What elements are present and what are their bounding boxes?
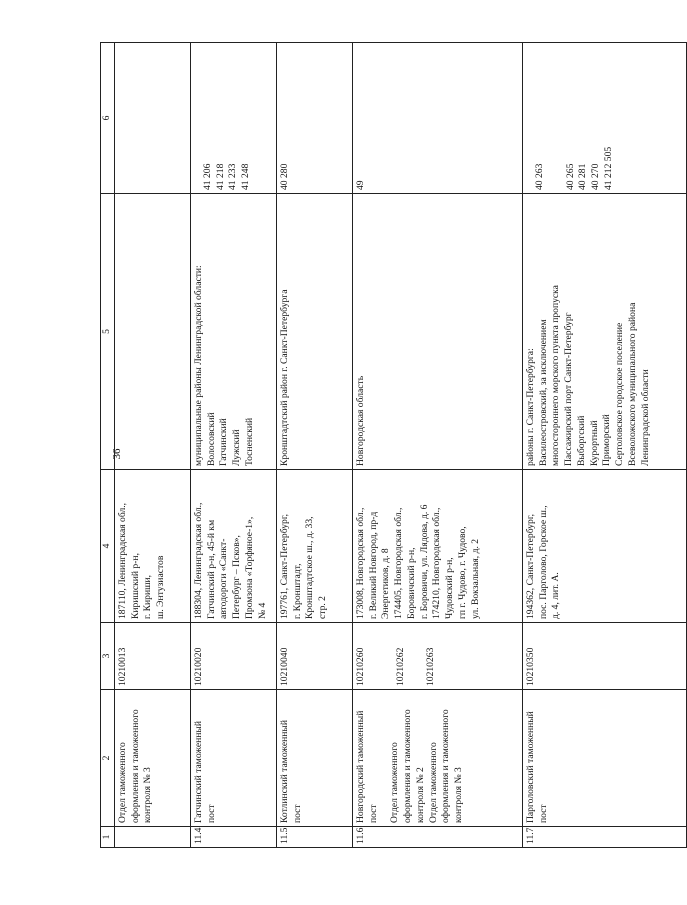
okato-code-line: 49 bbox=[354, 180, 366, 190]
service-region-line: Приморский bbox=[601, 414, 613, 466]
service-region-line: Выборгский bbox=[575, 415, 587, 466]
post-code bbox=[352, 623, 522, 690]
post-name bbox=[352, 690, 522, 827]
okato-code bbox=[522, 43, 686, 194]
post-address bbox=[522, 470, 686, 623]
service-region-line: районы г. Санкт-Петербурга: bbox=[524, 348, 536, 466]
post-code-value: 10210013 bbox=[116, 647, 128, 686]
post-name-line: оформления и таможенного bbox=[402, 709, 413, 823]
post-address-line: ул. Вокзальная, д. 2 bbox=[469, 538, 481, 619]
page-number: 36 bbox=[111, 448, 123, 460]
post-address-line: д. 4, лит. А. bbox=[550, 572, 562, 619]
post-code-value: 10210262 bbox=[394, 647, 406, 686]
post-name bbox=[114, 690, 190, 827]
okato-code bbox=[190, 43, 276, 194]
column-header-1: 1 bbox=[101, 827, 115, 848]
customs-posts-table bbox=[100, 42, 687, 848]
okato-code bbox=[276, 43, 352, 194]
post-address-line: г. Боровичи, ул. Лядова, д. 6 bbox=[418, 504, 430, 619]
service-region-line: Курортный bbox=[588, 420, 600, 466]
table-row bbox=[276, 43, 352, 848]
post-address-line: 173008, Новгородская обл., bbox=[354, 507, 366, 619]
blank-line bbox=[377, 626, 386, 686]
column-header-3: 3 bbox=[101, 623, 115, 690]
post-code-value: 10210260 bbox=[354, 647, 366, 686]
post-code bbox=[114, 623, 190, 690]
post-address-line: ш. Энтузиастов bbox=[155, 555, 166, 619]
post-name-line: пост bbox=[205, 804, 217, 823]
post-address bbox=[190, 470, 276, 623]
post-address-line: Кронштадтское ш., д. 33, bbox=[304, 516, 316, 619]
okato-code-line: 41 248 bbox=[240, 163, 251, 190]
rotated-table-wrapper bbox=[100, 43, 651, 848]
row-number: 11.7 bbox=[522, 827, 686, 848]
post-name-line: оформления и таможенного bbox=[440, 709, 452, 823]
post-name-line: контроля № 3 bbox=[453, 767, 464, 823]
blank-line bbox=[547, 46, 556, 190]
post-name bbox=[190, 690, 276, 827]
service-region bbox=[114, 194, 190, 470]
post-address-line: 188304, Ленинградская обл., bbox=[192, 502, 204, 619]
post-address-line: № 4 bbox=[256, 602, 268, 619]
okato-code-line: 41 218 bbox=[214, 163, 226, 190]
post-code bbox=[190, 623, 276, 690]
post-address-line: 174405, Новгородская обл., bbox=[393, 507, 404, 619]
blank-line bbox=[525, 46, 534, 190]
post-name-line: контроля № 3 bbox=[142, 767, 154, 823]
service-region-line: Новгородская область bbox=[354, 375, 366, 466]
post-address-line: 197761, Санкт-Петербург, bbox=[278, 513, 290, 619]
post-address-line: гп г. Чудово, г. Чудово, bbox=[456, 526, 468, 619]
post-name-line: пост bbox=[367, 804, 379, 823]
okato-code-line: 40 265 bbox=[564, 163, 576, 190]
post-address-line: Боровичский р-н, bbox=[405, 547, 417, 619]
post-address-line: автодороги «Санкт- bbox=[218, 538, 230, 619]
blank-line bbox=[407, 626, 416, 686]
okato-code bbox=[114, 43, 190, 194]
post-address bbox=[114, 470, 190, 623]
post-address-line: Чудовский р-н, bbox=[444, 557, 455, 619]
row-number: 11.4 bbox=[190, 827, 276, 848]
okato-code-line: 40 263 bbox=[533, 163, 545, 190]
okato-code bbox=[352, 43, 522, 194]
post-name-line: Котлинский таможенный bbox=[278, 720, 290, 823]
column-header-6: 6 bbox=[101, 43, 115, 194]
service-region-line: Пассажирский порт Санкт-Петербург bbox=[563, 312, 574, 466]
post-name-line: контроля № 2 bbox=[414, 767, 426, 823]
row-number: 11.6 bbox=[352, 827, 522, 848]
row-number bbox=[114, 827, 190, 848]
post-code-value: 10210263 bbox=[425, 647, 437, 686]
post-address-line: 187110, Ленинградская обл., bbox=[116, 502, 128, 619]
post-name-line: Отдел таможенного bbox=[427, 742, 439, 823]
service-region-line: Кронштадтский район г. Санкт-Петербурга bbox=[278, 289, 290, 466]
post-name-line: оформления и таможенного bbox=[129, 709, 141, 823]
post-address bbox=[276, 470, 352, 623]
okato-code-line: 41 206 bbox=[201, 163, 213, 190]
service-region-line: многостороннего морского пункта пропуска bbox=[550, 285, 562, 466]
header-row bbox=[101, 43, 115, 848]
okato-code-line: 40 281 bbox=[577, 163, 589, 190]
post-address-line: пос. Парголово, Горское ш., bbox=[537, 505, 549, 619]
blank-line bbox=[416, 626, 425, 686]
service-region-line: Лужский bbox=[231, 429, 242, 466]
post-address-line: Петербург – Псков», bbox=[231, 535, 242, 619]
okato-code-line: 40 280 bbox=[278, 163, 290, 190]
blank-line bbox=[368, 626, 377, 686]
post-address bbox=[352, 470, 522, 623]
okato-code-line: 41 233 bbox=[227, 163, 239, 190]
post-code-value: 10210020 bbox=[192, 647, 204, 686]
service-region bbox=[276, 194, 352, 470]
column-header-2: 2 bbox=[101, 690, 115, 827]
post-address-line: Киришский р-н, bbox=[129, 553, 141, 619]
blank-line bbox=[380, 693, 389, 823]
column-header-5: 5 bbox=[101, 194, 115, 470]
blank-line bbox=[193, 46, 202, 190]
table-row bbox=[522, 43, 686, 848]
column-header-4: 4 bbox=[101, 470, 115, 623]
okato-code-line: 41 212 505 bbox=[602, 146, 614, 190]
service-region-line: Ленинградской области bbox=[639, 369, 651, 466]
post-name-line: Парголовский таможенный bbox=[524, 711, 536, 823]
post-name bbox=[276, 690, 352, 827]
table-row bbox=[114, 43, 190, 848]
post-name-line: пост bbox=[537, 804, 549, 823]
post-address-line: Промзона «Торфяное-1», bbox=[243, 516, 255, 619]
blank-line bbox=[556, 46, 565, 190]
post-address-line: г. Кронштадт, bbox=[291, 563, 303, 619]
post-address-line: стр. 2 bbox=[317, 596, 328, 619]
service-region-line: муниципальные районы Ленинградской области: bbox=[192, 265, 204, 466]
service-region-line: Всеволожского муниципального района bbox=[626, 302, 638, 466]
post-name-line: Отдел таможенного bbox=[389, 742, 401, 823]
post-address-line: г. Кириши, bbox=[142, 574, 154, 619]
row-number: 11.5 bbox=[276, 827, 352, 848]
post-name-line: Новгородский таможенный bbox=[354, 710, 366, 823]
service-region bbox=[352, 194, 522, 470]
service-region-line: Сертоловское городское поселение bbox=[614, 322, 625, 466]
post-code bbox=[276, 623, 352, 690]
post-code-value: 10210350 bbox=[524, 647, 536, 686]
post-address-line: Энергетиков, д. 8 bbox=[380, 548, 392, 619]
table-row bbox=[352, 43, 522, 848]
post-name-line: Гатчинский таможенный bbox=[192, 721, 204, 823]
table-row bbox=[190, 43, 276, 848]
service-region-line: Тосненский bbox=[243, 417, 255, 466]
post-address-line: 174210, Новгородская обл., bbox=[431, 507, 443, 619]
post-address-line: г. Великий Новгород, пр-д bbox=[367, 511, 379, 619]
post-name-line: пост bbox=[291, 804, 303, 823]
post-name-line: Отдел таможенного bbox=[116, 742, 128, 823]
service-region-line: Гатчинский bbox=[218, 418, 230, 466]
service-region-line: Волосовский bbox=[205, 412, 217, 466]
post-code bbox=[522, 623, 686, 690]
post-code-value: 10210040 bbox=[278, 647, 290, 686]
service-region-line: Василеостровский, за исключением bbox=[537, 319, 549, 466]
post-address-line: 194362, Санкт-Петербург, bbox=[524, 513, 536, 619]
service-region bbox=[522, 194, 686, 470]
service-region bbox=[190, 194, 276, 470]
post-name bbox=[522, 690, 686, 827]
post-address-line: Гатчинский р-н, 45-й км bbox=[205, 519, 217, 619]
blank-line bbox=[386, 626, 395, 686]
okato-code-line: 40 270 bbox=[590, 163, 601, 190]
